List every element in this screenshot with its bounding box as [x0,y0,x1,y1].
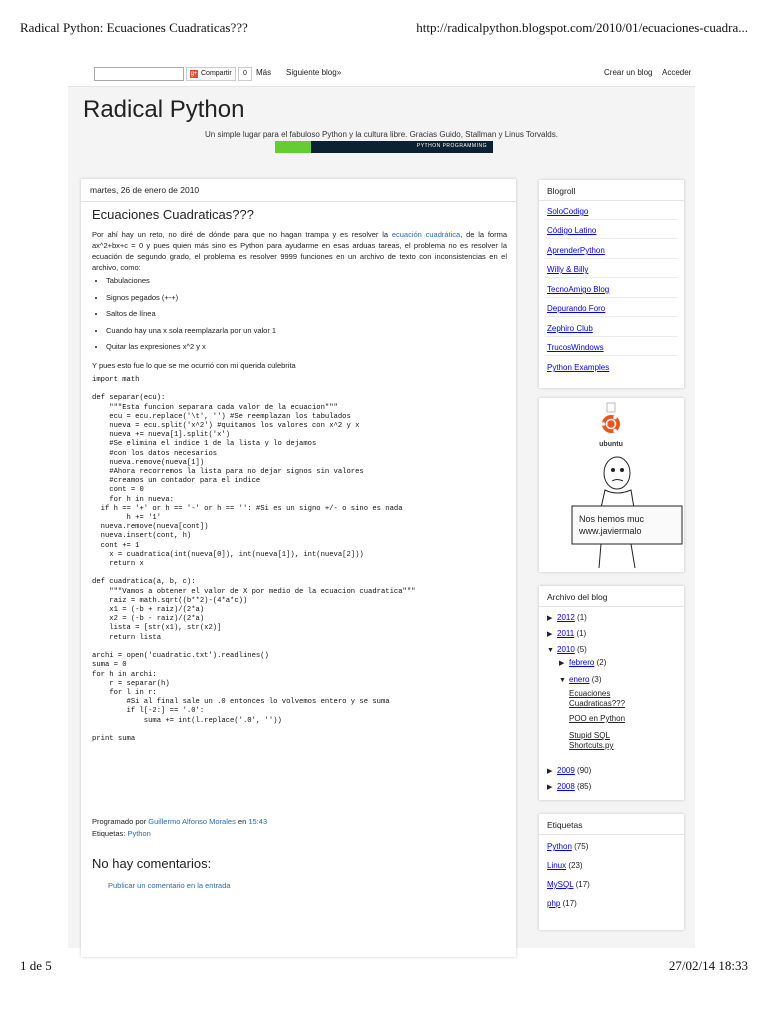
sign-url: www.javiermalo [579,526,642,536]
label-count: (75) [574,842,589,851]
archive-month-febrero [559,658,606,667]
archive-year-2012 [547,613,587,622]
divider [545,355,678,356]
archive-link[interactable]: 2011 [557,629,575,638]
label-link[interactable]: Linux [547,861,567,870]
navbar-search-input[interactable] [94,67,184,81]
archive-link[interactable]: 2008 [557,782,575,791]
archive-year-2010 [547,645,587,654]
archive-year-2009 [547,766,591,775]
share-button[interactable] [186,67,236,81]
page-number: 1 de 5 [20,958,52,973]
python-snake-graphic [275,141,311,153]
divider [545,316,678,317]
label-link[interactable]: Python [547,842,572,851]
code-block: import math def separar(ecu): """Esta funcion separara cada valor de la ecuacion""" ecu = ecu.replace('\t', '') #Se reemplazan los tabulados nueva = ecu.split('x^2') #quitamos los valores con x^2 y x nueva += nueva[1].split('x') #Se elimina el indice 1 de la lista y lo dejamos #con los datos necesarios nueva.remove(nueva[1]) #Ahora recorremos la lista para no dejar signos sin valores #creamos un contador para el indice cont = 0 for h in nueva: if h == '+' or h == '-' or h == '': #Si es un signo +/- o sino es nada h += '1' nueva.remove(nueva[cont]) nueva.insert(cont, h) cont += 1 x = cuadratica(int(nueva[0]), int(nueva[1]), int(nueva[2])) return x def cuadratica(a, b, c): """Vamos a obtener el valor de X por medio de la ecuacion cuadratica""" raiz = math.sqrt((b**2)-(4*a*c)) x1 = (-b + raiz)/(2*a) x2 = (-b - raiz)/(2*a) lista = [str(x1), str(x2)] return lista archi = open('cuadratic.txt').readlines() suma = 0 for h in archi: r = separar(h) for l in r: #Si al final sale un .0 entonces lo volvemos entero y se suma if l[-2:] == '.0': suma += int(l.replace('.0', '')) print suma [92,376,416,743]
triangle-down-icon[interactable]: ▼ [547,647,554,654]
divider [545,258,678,259]
label-item [547,842,588,851]
label-link[interactable]: php [547,899,561,908]
widget-title: Archivo del blog [547,592,608,602]
google-plus-icon: g+ [190,71,198,77]
print-header [20,20,748,36]
archive-count: (3) [591,675,602,684]
blog-archive-widget [539,586,684,800]
blogroll-link[interactable]: TrucosWindows [547,343,604,352]
archive-post-link[interactable]: Stupid SQL Shortcuts.py [569,731,614,750]
ubuntu-cartoon-image [539,398,684,572]
blog-title[interactable]: Radical Python [83,96,245,123]
ubuntu-label: ubuntu [599,441,623,448]
blogroll-link[interactable]: Python Examples [547,363,610,372]
triangle-right-icon[interactable]: ▶ [559,660,565,667]
posted-by-label: Programado por [92,817,149,826]
author-link[interactable]: Guillermo Alfonso Morales [148,817,236,826]
image-icon [607,403,615,412]
banner-text: PYTHON PROGRAMMING [416,143,487,149]
divider [539,606,684,607]
sign-in-link[interactable]: Acceder [662,68,692,77]
list-item: • Cuando hay una x sola reemplazarla por un valor 1 [106,326,276,336]
labels-widget [539,814,684,930]
divider [539,834,684,835]
archive-count: (85) [577,782,592,791]
intro-text: Por ahí hay un reto, no diré de dónde para que no hagan trampa y es resolver la [92,230,392,239]
blogroll-link[interactable]: AprenderPython [547,246,605,255]
post-time-link[interactable]: 15:43 [248,817,268,826]
archive-link[interactable]: 2009 [557,766,575,775]
more-link[interactable]: Más [256,68,272,77]
image-widget [539,398,684,572]
widget-title: Etiquetas [547,820,583,830]
archive-link[interactable]: febrero [569,658,595,667]
blogroll-link[interactable]: SoloCodigo [547,207,589,216]
divider [81,201,516,202]
divider [545,336,678,337]
blogroll-widget [539,180,684,388]
widget-title: Blogroll [547,186,576,196]
blogroll-link[interactable]: TecnoAmigo Blog [547,285,610,294]
issues-list [92,276,276,359]
cartoon-head [604,457,630,489]
label-count: (23) [568,861,583,870]
blogger-navbar [68,58,695,87]
comments-heading: No hay comentarios: [92,856,212,871]
cartoon-sign [572,506,682,544]
triangle-right-icon[interactable]: ▶ [547,784,553,791]
python-banner-image [275,141,493,153]
divider [545,297,678,298]
archive-year-2011 [547,629,586,638]
print-page-title: Radical Python: Ecuaciones Cuadraticas??? [20,20,248,35]
blog-post [81,179,516,957]
at-label: en [235,817,249,826]
post-text: Y pues esto fue lo que se me ocurrió con mi querida culebrita [92,361,296,370]
label-count: (17) [562,899,577,908]
blogroll-link[interactable]: Willy & Billy [547,265,589,274]
list-item: • Saltos de línea [106,309,276,319]
archive-month-enero [559,675,601,684]
post-labels-line [92,829,151,838]
archive-count: (2) [596,658,607,667]
post-author-line [92,817,267,826]
archive-post-link[interactable]: Ecuaciones Cuadraticas??? [569,689,626,708]
archive-link[interactable]: 2012 [557,613,575,622]
blogroll-link[interactable]: Zephiro Club [547,324,593,333]
archive-year-2008 [547,782,591,791]
labels-label: Etiquetas: [92,829,128,838]
print-url: http://radicalpython.blogspot.com/2010/01/ecuaciones-cuadra... [416,20,748,35]
triangle-right-icon[interactable]: ▶ [547,615,553,622]
blogroll-link[interactable]: Código Latino [547,226,597,235]
archive-link[interactable]: enero [569,675,590,684]
divider [539,200,684,201]
post-comment-link[interactable]: Publicar un comentario en la entrada [108,881,231,890]
label-link-python[interactable]: Python [127,829,151,838]
triangle-right-icon[interactable]: ▶ [547,631,553,638]
label-item [547,861,583,870]
triangle-down-icon[interactable]: ▼ [559,677,566,684]
divider [545,238,678,239]
archive-count: (90) [577,766,592,775]
share-label: Compartir [201,70,232,77]
blog-page [68,58,695,948]
list-item: • Signos pegados (+-+) [106,293,276,303]
archive-link[interactable]: 2010 [557,645,575,654]
archive-count: (1) [577,613,587,622]
intro-text-cont: , de la forma ax^2+bx+c = 0 y pues quien más sino es Python para ayudarme en esas arduas tareas, el problema no es resolver la ecuación de segundo grado, el problema es resolver 9999 funciones en un archivo de texto con inconsistencias en el archivo, como: [92,230,507,272]
share-count: 0 [238,67,252,81]
blogroll-link[interactable]: Depurando Foro [547,304,606,313]
archive-count: (5) [577,645,587,654]
label-count: (17) [575,880,590,889]
blog-tagline: Un simple lugar para el fabuloso Python y la cultura libre. Gracias Guido, Stallman y Linus Torvalds. [205,130,558,139]
create-blog-link[interactable]: Crear un blog [604,68,653,77]
label-item [547,899,577,908]
print-datetime: 27/02/14 18:33 [668,958,748,973]
print-footer [20,958,748,974]
label-link[interactable]: MySQL [547,880,574,889]
sign-text: Nos hemos muc [579,514,645,524]
next-blog-link[interactable]: Siguiente blog» [286,68,342,77]
quadratic-equation-link[interactable]: ecuación cuadrática [391,230,461,239]
archive-post-link[interactable]: POO en Python [569,714,626,723]
list-item: • Quitar las expresiones x^2 y x [106,342,276,352]
list-item: • Tabulaciones [106,276,276,286]
divider [545,219,678,220]
post-title[interactable]: Ecuaciones Cuadraticas??? [92,207,254,222]
label-item [547,880,590,889]
post-date: martes, 26 de enero de 2010 [90,185,200,195]
post-intro [92,229,507,273]
triangle-right-icon[interactable]: ▶ [547,768,553,775]
divider [545,277,678,278]
archive-count: (1) [576,629,587,638]
